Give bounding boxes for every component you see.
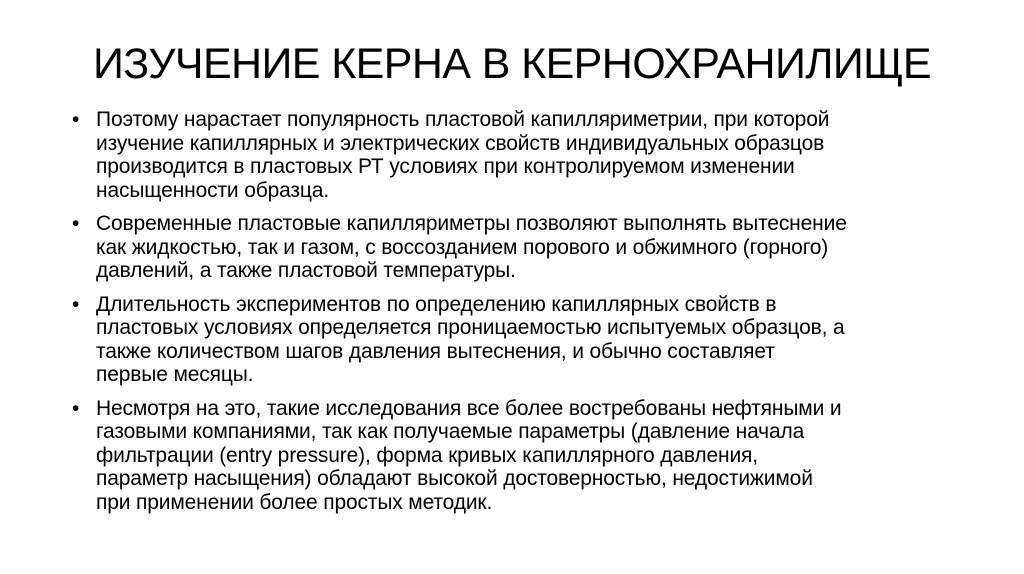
bullet-text-line: производится в пластовых РТ условиях при контролируемом изменении (96, 155, 795, 178)
bullet-item (72, 212, 972, 283)
bullet-text-line: Длительность экспериментов по определению капиллярных свойств в (96, 292, 777, 316)
bullet-text-line: насыщенности образца. (96, 178, 329, 202)
bullet-item (72, 108, 972, 202)
bullet-text-line: пластовых условиях определяется проницаемостью испытуемых образцов, а (96, 316, 845, 339)
bullet-text-line: при применении более простых методик. (96, 490, 493, 514)
bullet-text-line: Современные пластовые капилляриметры позволяют выполнять вытеснение (96, 212, 847, 235)
bullet-text-line: параметр насыщения) обладают высокой достоверностью, недостижимой (96, 467, 813, 490)
bullet-text-line: фильтрации (entry pressure), форма кривых капиллярного давления, (96, 443, 758, 467)
bullet-marker-icon: • (72, 108, 80, 131)
bullet-text-line: изучение капиллярных и электрических свойств индивидуальных образцов (96, 131, 825, 155)
bullet-text-line: как жидкостью, так и газом, с воссозданием порового и обжимного (горного) (96, 235, 829, 259)
slide-title: ИЗУЧЕНИЕ КЕРНА В КЕРНОХРАНИЛИЩЕ (93, 40, 931, 88)
bullet-text-line: первые месяцы. (96, 363, 254, 386)
bullet-marker-icon: • (72, 212, 80, 235)
bullet-text-line: также количеством шагов давления вытеснения, и обычно составляет (96, 339, 775, 363)
bullet-marker-icon: • (72, 292, 80, 316)
bullet-text-line: Несмотря на это, такие исследования все более востребованы нефтяными и (96, 396, 842, 420)
bullet-marker-icon: • (72, 396, 80, 420)
bullet-item (72, 293, 972, 387)
bullet-item (72, 397, 972, 515)
bullet-list (72, 108, 972, 524)
bullet-text-line: газовыми компаниями, так как получаемые параметры (давление начала (96, 420, 805, 443)
bullet-text-line: давлений, а также пластовой температуры. (96, 259, 516, 282)
bullet-text-line: Поэтому нарастает популярность пластовой капилляриметрии, при которой (96, 108, 830, 131)
